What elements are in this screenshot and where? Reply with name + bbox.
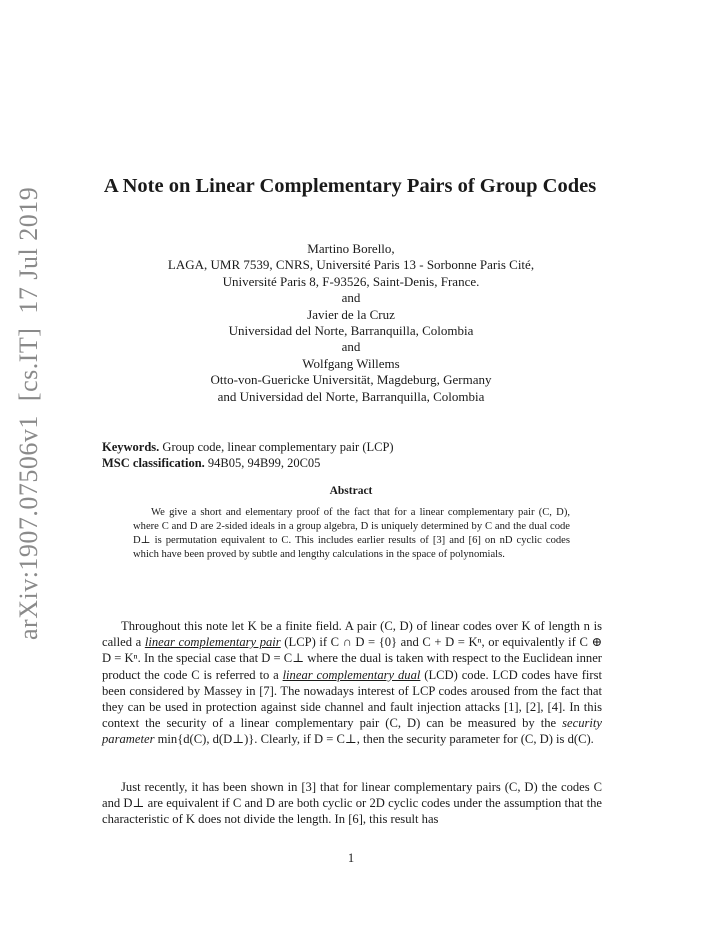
- p1-text-b: (LCP) if C ∩ D = {0} and C + D = Kⁿ, or equivalently if C ⊕ D = Kⁿ. In the special case that D = C⊥ where the dual is taken with respect to the Euclidean inner product the code C is referred to a: [102, 635, 602, 682]
- abstract-text: We give a short and elementary proof of the fact that for a linear complementary pair (C, D), where C and D are 2-sided ideals in a group algebra, D is uniquely determined by C and the dual code D⊥ is permutation equivalent to C. This includes earlier results of [3] and [6] on nD cyclic codes which have been proved by subtle and lengthy calculations in the space of polynomials.: [133, 507, 570, 560]
- security-parameter-term: security parameter: [102, 716, 602, 747]
- author-line: Martino Borello,: [307, 241, 395, 256]
- p1-text-a: Throughout this note let K be a finite field. A pair (C, D) of linear codes over K of length n is called a: [102, 619, 602, 650]
- author-line: and Universidad del Norte, Barranquilla, Colombia: [217, 388, 485, 404]
- page-number: 1: [347, 851, 355, 865]
- msc-label: MSC classification.: [102, 456, 205, 470]
- paper-title: A Note on Linear Complementary Pairs of Group Codes: [103, 175, 597, 197]
- author-line: Javier de la Cruz: [307, 306, 395, 322]
- author-block: [100, 241, 602, 405]
- arxiv-id: arXiv:1907.07506v1: [14, 415, 43, 640]
- arxiv-category: [cs.IT]: [14, 327, 43, 402]
- lcd-term: linear complementary dual: [282, 667, 421, 682]
- arxiv-date: 17 Jul 2019: [14, 186, 43, 314]
- msc-line: [102, 455, 602, 471]
- p1-text-c: (LCD) code. LCD codes have first been considered by Massey in [7]. The nowadays interest of LCP codes aroused from the fact that they can be used in protection against side channel and fault injection attacks [1], [2], [4]. In this context the security of a linear complementary pair (C, D) can be measured by the: [102, 667, 603, 731]
- author-line: and: [341, 339, 361, 355]
- lcp-term: linear complementary pair: [144, 635, 281, 650]
- keywords-label: Keywords.: [102, 440, 160, 454]
- author-line: LAGA, UMR 7539, CNRS, Université Paris 13 - Sorbonne Paris Cité,: [167, 257, 535, 273]
- keywords-line: [102, 439, 602, 455]
- msc-text: 94B05, 94B99, 20C05: [207, 456, 321, 470]
- keywords-text: Group code, linear complementary pair (LCP): [162, 440, 394, 454]
- author-line: Otto-von-Guericke Universität, Magdeburg, Germany: [210, 372, 492, 388]
- keywords-block: [102, 439, 602, 471]
- author-line: Wolfgang Willems: [302, 355, 400, 371]
- p1-text-d: min{d(C), d(D⊥)}. Clearly, if D = C⊥, then the security parameter for (C, D) is d(C).: [154, 732, 594, 747]
- body-paragraph-1: [102, 618, 602, 748]
- body-paragraph-2: Just recently, it has been shown in [3] that for linear complementary pairs (C, D) the codes C and D⊥ are equivalent if C and D are both cyclic or 2D cyclic codes under the assumption that the characteristic of K does not divide the length. In [6], this result has: [102, 780, 602, 827]
- arxiv-stamp: [14, 173, 44, 640]
- author-line: and: [341, 290, 361, 306]
- author-line: Université Paris 8, F-93526, Saint-Denis, France.: [222, 273, 480, 289]
- abstract-heading: Abstract: [329, 485, 373, 497]
- author-line: Universidad del Norte, Barranquilla, Colombia: [228, 323, 474, 339]
